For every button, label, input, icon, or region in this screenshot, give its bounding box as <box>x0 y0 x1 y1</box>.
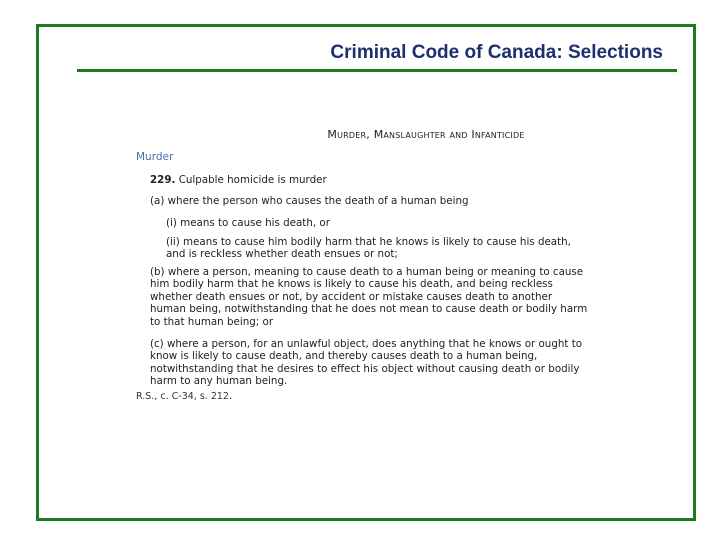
section-number: 229. <box>150 174 176 186</box>
history-note: R.S., c. C-34, s. 212. <box>136 391 232 402</box>
paragraph-c: (c) where a person, for an unlawful object, does anything that he knows or ought to know is likely to cause death, and thereby causes death to a human being, notwithstanding that he desires to effect his object without causing death or bodily harm to any human being. <box>150 338 583 388</box>
paragraph-b: (b) where a person, meaning to cause death to a human being or meaning to cause him bodily harm that he knows is likely to cause his death, and being reckless whether death ensues or not, by accident or mistake causes death to another human being, notwithstanding that he does not mean to cause death or bodily harm to that human being; or <box>150 266 588 328</box>
slide-title: Criminal Code of Canada: Selections <box>330 42 663 63</box>
section-intro: Culpable homicide is murder <box>178 174 327 186</box>
subparagraph-a-ii: (ii) means to cause him bodily harm that he knows is likely to cause his death, and is reckless whether death ensues or not; <box>166 236 571 261</box>
part-heading: Murder, Manslaughter and Infanticide <box>327 128 525 141</box>
marginal-note: Murder <box>136 151 174 163</box>
paragraph-a: (a) where the person who causes the death of a human being <box>150 195 469 207</box>
title-underline <box>77 69 677 72</box>
subparagraph-a-i: (i) means to cause his death, or <box>166 217 330 229</box>
section-229 <box>150 174 600 186</box>
